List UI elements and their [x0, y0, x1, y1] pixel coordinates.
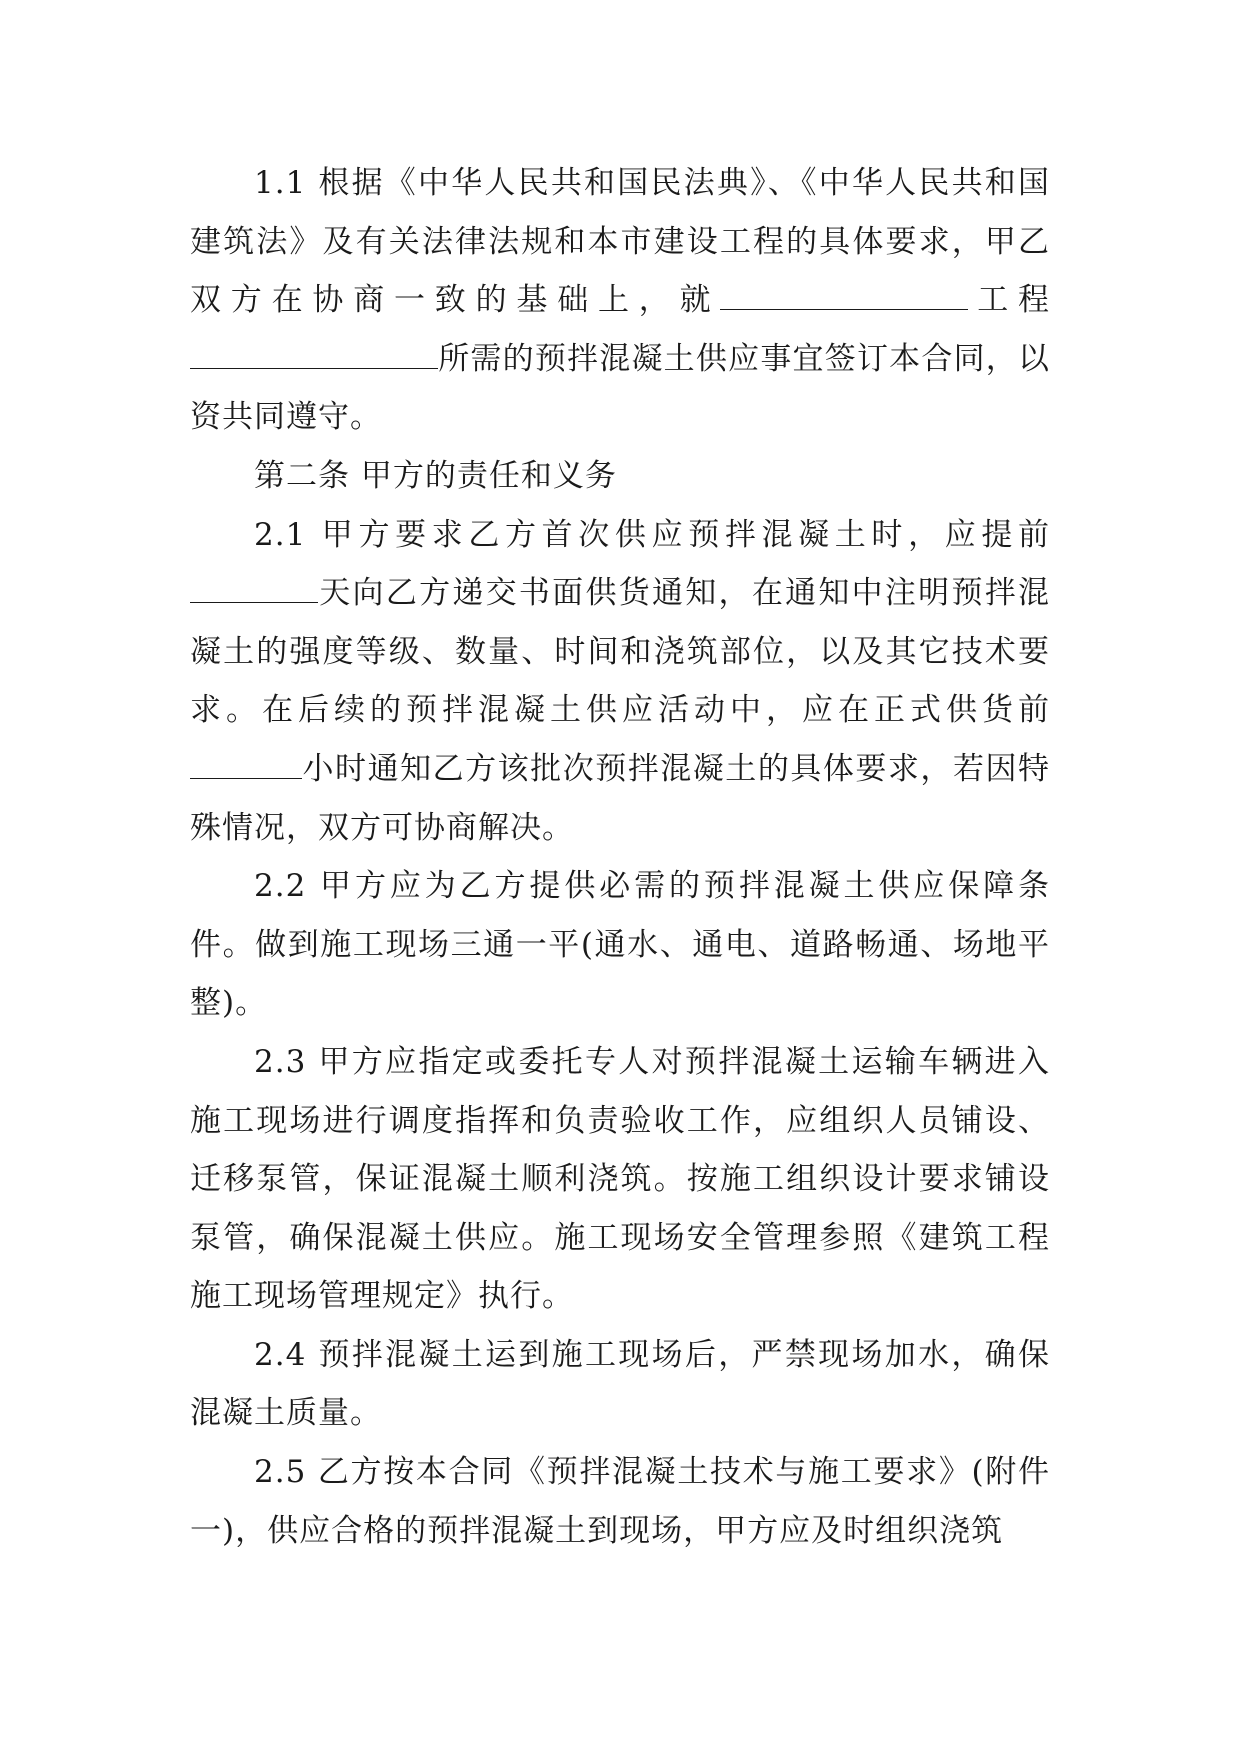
- clause-1-1: [190, 154, 1050, 447]
- clause-2-1-text-b: 天向乙方递交书面供货通知，在通知中注明预拌混凝土的强度等级、数量、时间和浇筑部位，以及其它技术要求。在后续的预拌混凝土供应活动中，应在正式供货前: [190, 575, 1050, 729]
- project-scope-blank[interactable]: [190, 367, 438, 369]
- advance-days-blank[interactable]: [190, 601, 318, 603]
- project-name-blank[interactable]: [720, 308, 968, 310]
- clause-1-1-text-c: 所需的预拌混凝土供应事宜签订本合同，以资共同遵守。: [190, 340, 1050, 436]
- clause-2-5: 2.5 乙方按本合同《预拌混凝土技术与施工要求》(附件一)，供应合格的预拌混凝土到现场，甲方应及时组织浇筑: [190, 1454, 1050, 1549]
- clause-2-1-text-c: 小时通知乙方该批次预拌混凝土的具体要求，若因特殊情况，双方可协商解决。: [190, 750, 1050, 846]
- clause-2-4: 2.4 预拌混凝土运到施工现场后，严禁现场加水，确保混凝土质量。: [190, 1336, 1050, 1432]
- contract-page: [190, 154, 1050, 1560]
- clause-2-3: 2.3 甲方应指定或委托专人对预拌混凝土运输车辆进入施工现场进行调度指挥和负责验收工作，应组织人员铺设、迁移泵管，保证混凝土顺利浇筑。按施工组织设计要求铺设泵管，确保混凝土供应。施工现场安全管理参照《建筑工程施工现场管理规定》执行。: [190, 1043, 1050, 1315]
- advance-hours-blank[interactable]: [190, 777, 302, 779]
- clause-2-1: [190, 506, 1050, 858]
- clause-2-1-text-a: 2.1 甲方要求乙方首次供应预拌混凝土时，应提前: [254, 516, 1050, 553]
- clause-1-1-text-b: 工程: [968, 282, 1051, 319]
- clause-1-1-text-a: 1.1 根据《中华人民共和国民法典》、《中华人民共和国建筑法》及有关法律法规和本市建设工程的具体要求，甲乙双方在协商一致的基础上，就: [190, 165, 1050, 319]
- article-2-heading: 第二条 甲方的责任和义务: [254, 457, 617, 494]
- clause-2-2: 2.2 甲方应为乙方提供必需的预拌混凝土供应保障条件。做到施工现场三通一平(通水、通电、道路畅通、场地平整)。: [190, 868, 1050, 1022]
